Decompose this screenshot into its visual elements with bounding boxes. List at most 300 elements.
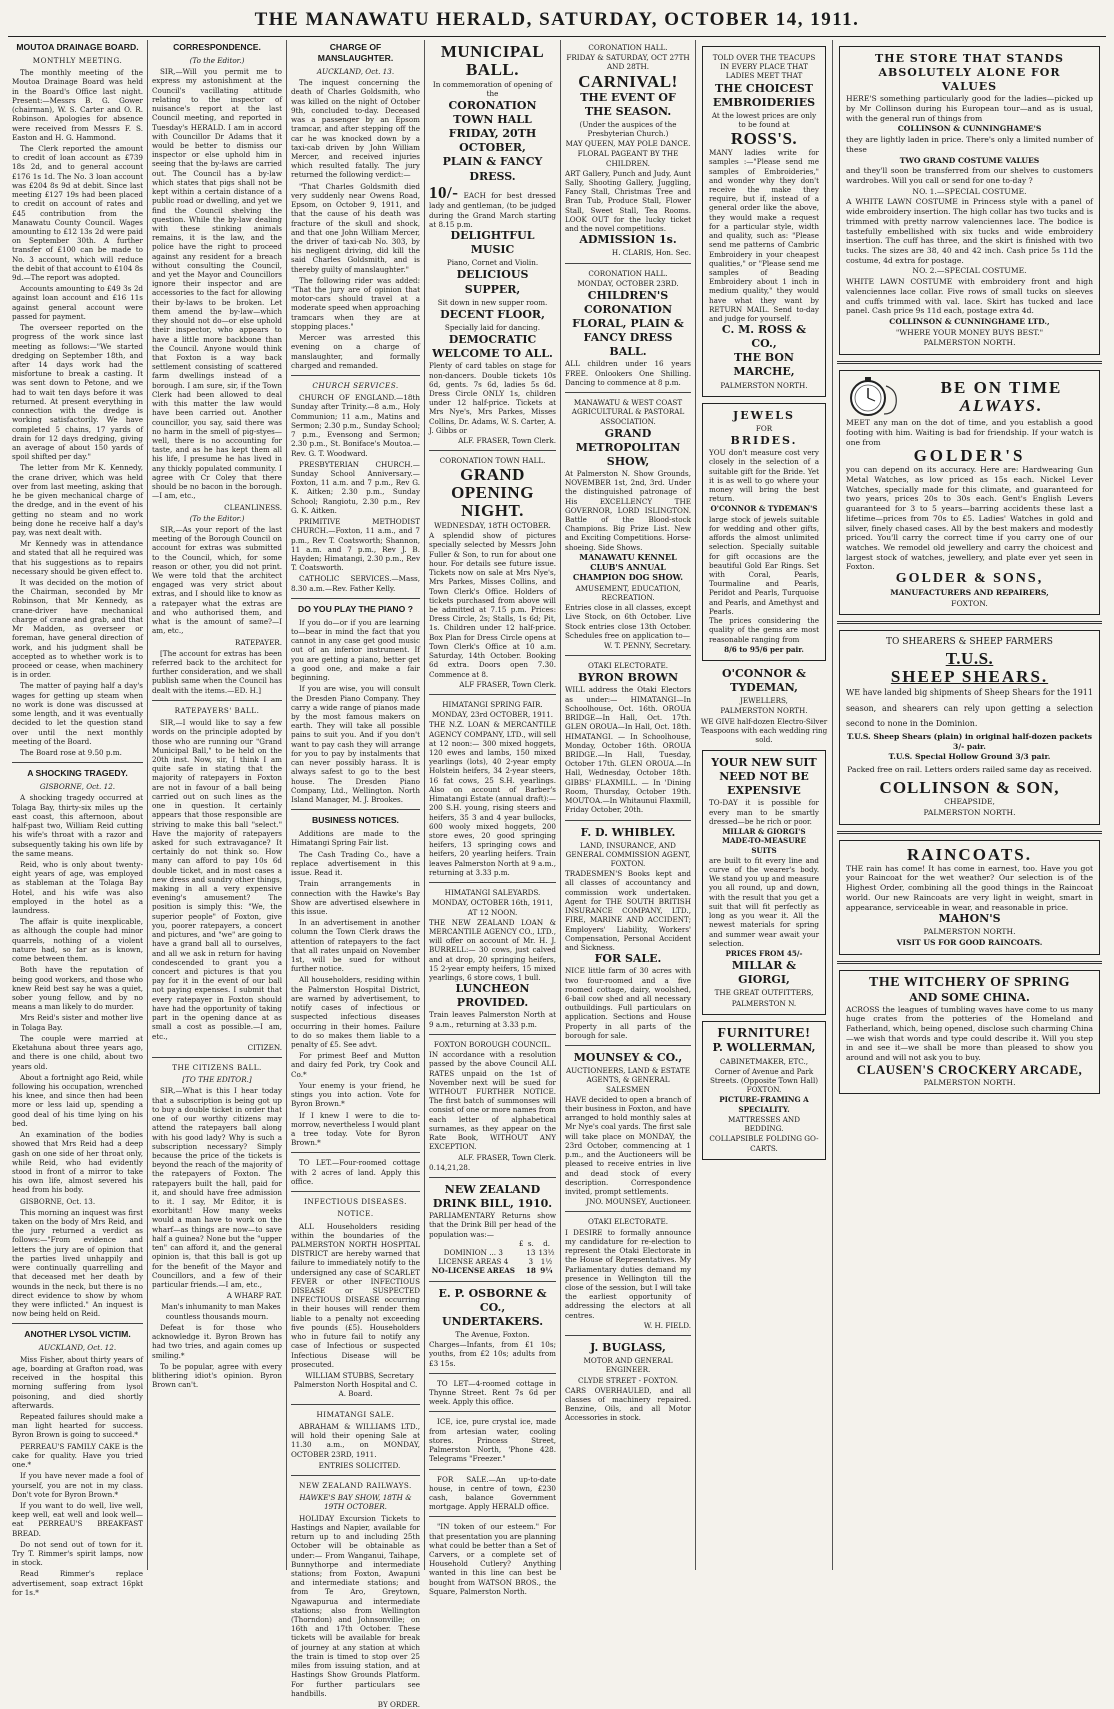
ad-line: THE EVENT OF THE SEASON. — [580, 90, 676, 118]
ad-line: CLYDE STREET - FOXTON. — [578, 1375, 678, 1385]
ad-line: MANUFACTURERS AND REPAIRERS, — [890, 587, 1049, 597]
ad-line: T.U.S. Special Hollow Ground 3/3 pair. — [888, 752, 1051, 762]
letter-body — [152, 67, 282, 512]
divider — [291, 1152, 420, 1153]
letter-body — [152, 718, 282, 1052]
ad-body: PARLIAMENTARY Returns show that the Drink Bill per head of the population was:— — [429, 1211, 556, 1239]
divider — [565, 1335, 691, 1336]
notice-footer: BY ORDER. — [377, 1700, 420, 1709]
table-cell: 3 — [528, 1257, 534, 1267]
ad-body: and they'll soon be transferred from our shelves to customers wardrobes. Will you call or send for one to-day ? — [846, 166, 1093, 185]
article-subheading: [TO THE EDITOR.] — [182, 1075, 252, 1085]
ad-line: MILLAR & GIORGI, — [731, 959, 797, 987]
ad-body: Train leaves Palmerston North at 9 a.m., returning at 3.33 p.m. — [429, 1010, 556, 1029]
ad-body: I DESIRE to formally announce my candidature for re-election to represent the Otaki Electorate in the House of Representatives. My Parliamentary duties demand my presence in Wellington till the close of the session, but I will take the earliest opportunity of addressing the electors at all centres. — [565, 1227, 691, 1320]
ad-signature: ALF FRASER, Town Clerk. — [459, 679, 556, 689]
ad-line: COLLINSON & CUNNINGHAME'S — [897, 124, 1042, 134]
ad-signature: ALF. FRASER, Town Clerk. — [458, 436, 556, 446]
ad-line: CORONATION TOWN HALL. — [439, 456, 546, 466]
ad-body: A WHITE LAWN COSTUME in Princess style with a panel of wide embroidery insertion. The high collar has two tucks and is trimmed with pretty narrow valenciennes lace. The bodice is tastefully embellished with six tucks and wide embroidery insertion. The cuff has three, and the skirt is finished with two tucks. The sizes are 38, 40 and 42 inch. Cash price 5s 11d the costume, 4d extra for postage. — [846, 197, 1093, 265]
article-subheading: MONTHLY MEETING. — [32, 56, 123, 65]
article-body — [12, 793, 143, 1318]
signature: CITIZEN. — [247, 1042, 282, 1052]
ad-line: DEMOCRATIC WELCOME TO ALL. — [432, 333, 553, 361]
ad-line: MAY QUEEN, MAY POLE DANCE. — [565, 139, 691, 149]
ad-title: NEW ZEALAND DRINK BILL, 1910. — [432, 1182, 553, 1211]
election-ad-2 — [565, 1217, 691, 1330]
notice-subheading: HAWKE'S BAY SHOW, 18TH & 19TH OCTOBER. — [299, 1493, 412, 1512]
paragraph: CHURCH OF ENGLAND.—18th Sunday after Trinity.—8 a.m., Holy Communion; 11 a.m., Matins and Sermon; 2.30 p.m., Sunday School; 7 p.m., Evensong and Sermon; 2.30 p.m., St. Boniface's Moutoa.—Rev. G. T. Woodward. — [291, 393, 420, 458]
divider — [565, 1211, 691, 1212]
ad-line: THE CHOICEST EMBROIDERIES — [712, 81, 816, 109]
table-row — [429, 1248, 556, 1257]
ad-line: PICTURE-FRAMING A SPECIALITY. — [719, 1095, 809, 1114]
ad-body: THE rain has come! It has come in earnest, too. Have you got your Raincoat for the wet weather? Our selection is of the Highest Order, combining all the good things in the Raincoat world. Our new Raincoats are very light in weight, smart in appearance, serviceable in wear, and reasonable in price. — [846, 863, 1093, 912]
election-ad — [565, 661, 691, 814]
ad-line: PALMERSTON NORTH. — [923, 1077, 1016, 1087]
ad-line: FOR — [755, 423, 773, 433]
divider — [837, 361, 1102, 364]
ad-line: PALMERSTON N. — [731, 998, 797, 1008]
ad-body: YOU don't measure cost very closely in the selection of a suitable gift for the Bride. Yet it is as well to go where your money will bring the best return. — [709, 448, 819, 504]
pocket-watch-icon — [846, 376, 904, 418]
divider — [429, 1516, 556, 1517]
collinson-cunninghame-ad — [839, 46, 1100, 355]
article-subheading: (To the Editor.) — [189, 56, 245, 65]
paragraph: The inquest concerning the death of Charles Goldsmith, who was killed on the night of October 9th, concluded to-day. Deceased was a passenger by an Epsom tramcar, and after stepping off the car he was knocked down by a taxi-cab driven by John William Mercer, and received injuries which resulted fatally. The jury returned the following verdict:— — [291, 78, 420, 180]
article-body — [12, 68, 143, 757]
ad-body: WHITE LAWN COSTUME with embroidery front and high valenciennes lace collar. Five rows of small tucks on sleeves and cuffs trimmed with val. lace. Skirt has tucked and lace panel. Cash price 9s 11d each, postage extra 4d. — [846, 277, 1093, 316]
ad-title: O'CONNOR & TYDEMAN, — [722, 666, 806, 695]
ad-body: ART Gallery, Punch and Judy, Aunt Sally, Shooting Gallery, Juggling, Fancy Stall, Christmas Tree and Bran Tub, Produce Stall, Flower Stall, Sweet Stall, Tea Rooms. LOOK OUT for the lucky ticket and the novel competitions. — [565, 168, 691, 234]
sheep-shears-ad — [839, 630, 1100, 825]
ad-line: TO SHEARERS & SHEEP FARMERS — [886, 637, 1053, 648]
ad-line: LAND, INSURANCE, AND GENERAL COMMISSION AGENT, FOXTON. — [565, 840, 691, 869]
ad-line: LUNCHEON PROVIDED. — [455, 982, 530, 1010]
ad-line: MAHON'S — [938, 912, 1001, 926]
ad-title: MUNICIPAL BALL. — [440, 42, 545, 79]
ad-line: Specially laid for dancing. — [444, 322, 541, 332]
ad-body: they are lightly laden in price. There's only a limited number of these — [846, 135, 1093, 154]
ad-line: PALMERSTON NORTH. — [923, 927, 1016, 937]
ad-body: ALL children under 16 years FREE. Onlookers One Shilling. Dancing to commence at 8 p.m. — [565, 359, 691, 387]
ad-line: 8/6 to 95/6 per pair. — [724, 644, 804, 654]
paragraph: Mr Kennedy was in attendance and stated that all he required was that his suggestions as to repairs necessary should be given effect to. — [12, 539, 143, 576]
divider — [837, 961, 1102, 964]
ad-line: PLAIN & FANCY DRESS. — [442, 155, 543, 183]
ad-line: FLORAL PAGEANT BY THE CHILDREN. — [577, 149, 679, 168]
article-subheading: (To the Editor.) — [189, 513, 245, 523]
paragraph: Do not send out of town for it. Try T. Rimmer's spirit lamps, now in stock. — [12, 1539, 143, 1568]
editor-note: [The account for extras has been referred back to the architect for further consideration, and we shall publish same when the Council has dealt with the items.—ED. H.] — [152, 648, 282, 695]
paragraph: Miss Fisher, about thirty years of age, boarding at Grafton road, was received in the hospital this morning suffering from lysol poisoning, and died shortly afterwards. — [12, 1354, 143, 1410]
masthead: THE MANAWATU HERALD, SATURDAY, OCTOBER 14, 1911. — [8, 6, 1106, 37]
ad-line: Corner of Avenue and Park Streets. (Opposite Town Hall) FOXTON. — [709, 1066, 819, 1095]
ad-line: MANAWATU KENNEL CLUB'S ANNUAL CHAMPION DOG SHOW. — [572, 551, 684, 583]
ad-line: COLLAPSIBLE FOLDING GO-CARTS. — [709, 1134, 819, 1153]
ad-body: ACROSS the leagues of tumbling waves have come to us many huge crates from the potteries of the Homeland and Fatherland, which, being opened, disclose such charming China—we wish that words and type could describe it. Will you step in and see it—we shall be more than pleased to show you around and will not ask you to buy. — [846, 1004, 1093, 1063]
ad-title: SHEEP SHEARS. — [890, 666, 1049, 686]
ad-body: THE N.Z. LOAN & MERCANTILE AGENCY COMPANY, LTD., will sell at 12 noon:— 300 mixed hoggets, 120 ewes and lambs, 150 mixed yearlings (lots), 40 2-year empty Holstein heifers, 34 2-year steers, 16 fat cows, 25 S.H. yearlings. Also on account of Barber's Himatangi Estate (annual draft):— 200 S.H. young, rising steers and heifers, 35 3 and 4 year bullocks, 600 wooly mixed hoggets, 200 store ewes, 20 good springing heifers, 13 springing cows and heifers, 20 yearling heifers. Train leaves Palmerston North at 9 a.m., returning at 3.33 p.m. — [429, 720, 557, 877]
ad-line: DECENT FLOOR, — [440, 307, 545, 321]
paragraph: PRIMITIVE METHODIST CHURCH.—Foxton, 11 a.m., and 7 p.m., Rev T. Coatsworth; Shannon, 11 a.m. and 7 p.m., Rev J. B. Hayden; Himatangi, 2.30 p.m., Rev T. Coatsworth. — [291, 517, 420, 573]
ad-body: TRADESMEN'S Books kept and all classes of accountancy and commission work undertaken. Agent for THE SOUTH BRITISH INSURANCE COMPANY, LTD., FIRE, MARINE AND ACCIDENT; Employers' Liability, Workers' Compensation, Personal Accident and Sickness. — [565, 869, 691, 952]
divider — [291, 1404, 420, 1405]
divider — [429, 1411, 556, 1412]
ad-signature: W. T. PENNY, Secretary. — [604, 640, 691, 650]
ad-title: FURNITURE! — [717, 1025, 811, 1041]
ad-line: MANAWATU & WEST COAST AGRICULTURAL & PASTORAL ASSOCIATION. — [571, 398, 685, 426]
ad-line: "WHERE YOUR MONEY BUYS BEST." — [895, 327, 1044, 337]
oconnor-ad — [700, 667, 828, 744]
paragraph: Accounts amounting to £49 3s 2d against loan account and £16 11s against general account were passed for payment. — [12, 284, 143, 321]
ad-body: The prices considering the quality of the gems are most reasonable ranging from — [709, 616, 819, 644]
watch-header — [846, 376, 1093, 418]
ad-line: DELIGHTFUL MUSIC — [450, 229, 535, 257]
paragraph: An examination of the bodies showed that Mrs Reid had a deep gash on one side of her throat only, while Reid, who had evidently stood in front of a mirror to take his own life, almost severed his head from his body. — [12, 1130, 143, 1195]
divider — [429, 882, 556, 883]
paragraph: TO LET.—Four-roomed cottage with 2 acres of land. Apply this office. — [291, 1158, 420, 1186]
ad-line: MATTRESSES AND BEDDING. — [728, 1114, 800, 1134]
table-cell: DOMINION ... 3 — [443, 1247, 503, 1257]
ad-prize — [429, 184, 556, 230]
ad-body: NICE little farm of 30 acres with two four-roomed and a five roomed cottage, dairy, woolshed, 6-bail cow shed and all necessary outbuildings. Full particulars on application. Sections and House Property in all parts of the borough for sale. — [565, 966, 691, 1040]
ad-line: COLLINSON & SON, — [879, 777, 1060, 797]
signature: RATEPAYER. — [234, 637, 282, 647]
ad-line: PALMERSTON NORTH. — [720, 706, 808, 716]
drink-bill-ad — [429, 1183, 556, 1276]
column-4 — [425, 40, 561, 1596]
ad-line: ALWAYS. — [959, 396, 1044, 416]
mounsey-ad — [565, 1051, 691, 1206]
divider — [429, 1034, 556, 1035]
table-cell — [518, 1248, 525, 1257]
ross-ad — [702, 46, 826, 397]
ad-body: HAVE decided to open a branch of their business in Foxton, and have arranged to hold monthly sales at Mr Nye's coal yards. The first sale will take place on MONDAY, the 23rd October, commencing at 1 p.m., and the Auctioneers will be pleased to receive entries in live and dead stock of every description. Correspondence invited, prompt settlements. — [565, 1094, 691, 1196]
paragraph: Additions are made to the Himatangi Spring Fair list. — [291, 829, 420, 848]
paragraph: About a fortnight ago Reid, while following his occupation, wrenched his knee, and since then had been more or less laid up, spending a good deal of his time lying on his bed. — [12, 1072, 143, 1128]
ad-body: WILL address the Otaki Electors as under:— HIMATANGI—In Schoolhouse, Oct. 16th. OROUA BRIDGE—In Hall, Oct. 17th. GLEN OROUA—In Hall, Oct. 18th. HIMATANGI. — In Schoolhouse, Monday, October 16th. OROUA BRIDGE.—In Hall, Tuesday, October 17th. GLEN OROUA.—In Hall, Wednesday, October 18th. GIBBS' FLAXMILL. — In 'Dining Room, Thursday, October 19th. MOUTOA.—In Whitaunui Flaxmill, Friday October, 20th. — [565, 685, 691, 815]
divider — [152, 1057, 282, 1058]
spring-fair-ad — [429, 700, 556, 877]
show-ad — [565, 398, 691, 650]
divider — [291, 598, 420, 599]
article-body — [291, 393, 420, 593]
paragraph: SIR,—What is this I hear today that a subscription is being got up to buy a double ticket in order that one of our worthy citizens may attend the ratepayers ball along with his good lady? Why is such a subscription necessary? Simply because the price of the tickets is beyond the reach of the majority of the ratepayers of Foxton. The ratepayers built the hall, paid for it, and should have free admission to it. I say, Mr Editor, it is exorbitant! How many weeks would a man have to work on the wharf—as things are now—to save half a guinea? None but the "upper ten" can afford it, and the general opinion is, that this ball is got up for the benefit of the Mayor and Councillors, and a few of their particular friends.—I am, etc., — [152, 1086, 282, 1289]
paragraph: The Board rose at 9.50 p.m. — [20, 747, 122, 757]
article-body — [291, 618, 420, 804]
ad-body: you can depend on its accuracy. Here are: Hardwearing Gun Metal Watches, as low priced as 15s each. Nickel Lever Watches, specially made for this climate, and guaranteed for two years, prices 20s to 30s each. Gent's English Levers guaranteed for 3 to 5 years—barring accidents these last a lifetime—prices from 70s to £5. Ladies' Watches in gold and silver, finely chased cases. All by the best makers and modestly priced. You'll carry the correct time if you carry one of our watches. We remodel old jewellery and carry the choicest and largest stock of watches, jewellery, and plate ever yet seen in Foxton. — [846, 465, 1093, 572]
ad-title: J. BUGLASS, — [590, 1341, 666, 1355]
ad-line: BE ON TIME — [940, 378, 1063, 398]
ad-line: OTAKI ELECTORATE. — [588, 661, 668, 671]
classified-ad — [291, 1158, 420, 1186]
ad-line: FOR SALE. — [594, 952, 662, 966]
buglass-ad — [565, 1341, 691, 1423]
ad-body: WE have landed big shipments of Sheep Shears for the 1911 season, and shearers can rely upon getting a selection second to none in the Dominion. — [846, 688, 1093, 728]
ad-line: FRIDAY & SATURDAY, OCT 27TH AND 28TH. — [566, 53, 690, 72]
paragraph: If you have never made a fool of yourself, you are not in my class. Don't vote for Byron Brown.* — [12, 1471, 143, 1499]
article-heading: A SHOCKING TRAGEDY. — [27, 768, 128, 779]
jewels-ad — [702, 403, 826, 661]
article-heading: ANOTHER LYSOL VICTIM. — [24, 1329, 131, 1340]
paragraph: The monthly meeting of the Moutoa Drainage Board was held in the Board's Office last night. Present:—Messrs B. G. Gower (chairman), W. S. Carter and O. R. Robinson. Apologies for absence were received from Messrs F. S. Easton and H. G. Hammond. — [12, 68, 143, 142]
undertakers-ad — [429, 1287, 556, 1368]
paragraph: PRESBYTERIAN CHURCH.—Sunday School Anniversary.—Foxton, 11 a.m. and 7 p.m., Rev G. K. Aitken; 2.30 p.m., Sunday School; Rangiotu, 2.30 p.m., Rev G. K. Aitken. — [291, 459, 420, 515]
divider — [837, 831, 1102, 834]
ad-line: THE GREAT OUTFITTERS, — [714, 988, 814, 998]
ad-line: T.U.S. Sheep Shears (plain) in original half-dozen packets 3/- pair. — [846, 732, 1093, 751]
column-3 — [287, 40, 425, 1709]
paragraph: ICE, ice, pure crystal ice, made from artesian water, cooling stores. Princess Street, Palmerston North, 'Phone 428. Telegrams "Freezer." — [429, 1417, 556, 1464]
column-1 — [8, 40, 148, 1597]
prize-text: EACH for best dressed lady and gentleman, (to be judged during the Grand March starting at 8.15 p.m. — [429, 190, 556, 229]
article-body — [291, 78, 420, 370]
article-heading: MOUTOA DRAINAGE BOARD. — [16, 42, 139, 52]
paragraph: "That Charles Goldsmith died very suddenly near Owens Road, Epsom, on October 9, 1911, and that the cause of his death was fracture of the skull and shock, and that one John William Mercer, the driver of taxi-cab No. 303, by his negligent driving, did kill the said Charles Goldsmith, and is thereby guilty of manslaughter." — [291, 181, 420, 274]
divider — [565, 263, 691, 264]
ad-line: C. M. ROSS & CO., — [721, 323, 807, 351]
carnival-ad — [565, 43, 691, 258]
ad-body: THE NEW ZEALAND LOAN & MERCANTILE AGENCY CO., LTD., will offer on account of Mr. H. J. BURRELL:— 30 cows, just calved and at drop, 20 springing heifers, 15 2-year empty heifers, 15 mixed yearlings, 6 store cows, 1 bull. — [429, 917, 556, 983]
divider — [429, 1469, 556, 1470]
ad-title: GRAND METROPOLITAN SHOW, — [575, 426, 681, 468]
ad-line: MILLAR & GIORGI'S MADE-TO-MEASURE SUITS — [722, 827, 806, 855]
ad-line: CORONATION TOWN HALL — [448, 99, 537, 127]
column-5 — [561, 40, 696, 1570]
ad-line: CHEAPSIDE, — [944, 797, 995, 807]
paragraph: Reid, who is only about twenty-eight years of age, was employed as stableman at the Tolaga Bay Hotel, and his wife was also employed in the hotel as a laundress. — [12, 859, 143, 916]
ad-line: MONDAY, OCTOBER 16th, 1911, AT 12 NOON. — [432, 898, 553, 917]
ad-body: HERE'S something particularly good for the ladies—picked up by Mr Collinson during his European tour—and as is usual, with the general run of things from — [846, 94, 1093, 123]
ad-body: TO-DAY it is possible for every man to be smartly dressed—be he rich or poor. — [709, 798, 819, 826]
divider — [837, 621, 1102, 624]
ad-line: Piano, Cornet and Violin. — [446, 258, 539, 268]
table-cell: NO-LICENSE AREAS — [431, 1266, 515, 1276]
paragraph: Read Rimmer's replace advertisement, soap extract 16pkt for 1s.* — [12, 1569, 143, 1597]
notice-body — [291, 1514, 420, 1709]
ad-line: VALUES — [941, 80, 998, 94]
divider — [12, 762, 143, 763]
paragraph: It was decided on the motion of the Chairman, seconded by Mr Robinson, that Mr Kennedy, as crane-driver have mechanical charge of crane and grab, and that Mr Madden, as overseer or foreman, have general direction of work, and his judgment shall be accepted as to whether work is to proceed or cease, when machinery is in order. — [12, 578, 143, 680]
children-ball-ad — [565, 269, 691, 387]
table-cell: 18 — [525, 1266, 536, 1276]
paragraph: TO LET—4-roomed cottage in Thynne Street. Rent 7s 6d per week. Apply this office. — [429, 1378, 556, 1407]
furniture-ad — [702, 1021, 826, 1160]
divider — [429, 1373, 556, 1374]
paragraph: All householders, residing within the Palmerston Hospital District, are warned by advertisement, to notify cases of infectious or suspected infectious diseases occurring in their homes. Failure to do so makes them liable to a penalty of £5. See advt. — [291, 975, 420, 1049]
divider — [291, 375, 420, 376]
paragraph: ALL Householders residing within the boundaries of the PALMERSTON NORTH HOSPITAL DISTRICT are hereby warned that failure to immediately notify to the undersigned any case of SCARLET FEVER or other INFECTIOUS DISEASE or SUSPECTED INFECTIOUS DISEASE occurring in their houses will render them liable to a penalty not exceeding five pounds (£5). Householders who in future fail to notify any case of Infectious or suspected Infectious Disease will be prosecuted. — [291, 1221, 420, 1369]
ad-signature: W. H. FIELD. — [643, 1320, 691, 1330]
ad-line: FOXTON BOROUGH COUNCIL. — [433, 1039, 552, 1049]
saleyards-ad — [429, 888, 556, 1029]
ad-reference: 0.14,21,28. — [429, 1162, 471, 1172]
ad-body: CARS OVERHAULED, and all classes of machinery repaired. Benzine, Oils, and all Motor Accessories in stock. — [565, 1385, 691, 1423]
ad-line: JEWELLERS, — [740, 696, 788, 706]
ad-line: THE BON MARCHE, — [733, 351, 795, 379]
paragraph: If you want to do well, live well, keep well, eat well and look well—eat PERREAU'S BREAKFAST BREAD. — [12, 1500, 143, 1538]
ad-line: Packed free on rail. Letters orders railed same day as received. — [847, 765, 1092, 775]
paragraph: SIR,—Will you permit me to express my astonishment at the Council's vacillating attitude relating to the inspector of nuisance's report at the last Council meeting, and reported in Tuesday's HERALD. I am in accord with Councillor Dr Adams that it would be better to dismiss our inspector or else uphold him in seeing that the by-laws are carried out. The Council has a by-law which states that pigs shall not be kept within a certain distance of a public road or dwelling, and yet we find the Council shelving the question. While the by-law dealing with these stinking animals remains, it is the law, and the police have the right to proceed against any resident for a breach without consulting the Council, and yet the Mayor and Councillors ignore their inspector and are accessories to the fact for allowing their by-laws to be broken. Let them amend the by-law—which they should not do—or else uphold their inspector, who appears to have a little more backbone than the Council. Anyone would think that Foxton is a way back settlement consisting of scattered farm dwellings instead of a borough. I am sure, sir, if the Town Clerk had been allowed to deal with this matter the law would have been carried out. Another councillor, you say, said there was no harm in the smell of pig-styes—well, there is no accounting for taste, and as he has kept them all his life, I presume he has lived in any thickly populated community. I agree with Cr Coley that there should be no bacon in the borough.—I am, etc., — [152, 67, 282, 501]
ad-line: At the lowest prices are only to be found at — [711, 110, 817, 130]
paragraph: FOR SALE.—An up-to-date house, in centre of town, £230 cash, balance Government mortgage. Apply HERALD office. — [429, 1474, 556, 1512]
ad-title: MOUNSEY & CO., — [573, 1051, 683, 1065]
column-6 — [696, 40, 833, 1570]
divider — [565, 392, 691, 393]
ad-line: BRIDES. — [730, 434, 798, 448]
ad-line: HIMATANGI SPRING FAIR. — [442, 699, 543, 709]
notice-subheading: NOTICE. — [337, 1209, 374, 1219]
letter-body — [152, 1086, 282, 1389]
ad-title: BYRON BROWN — [578, 671, 678, 685]
paragraph: Both have the reputation of being good workers, and those who knew Reid best say he was a quiet, sober young fellow, and by no means a man likely to do murder. — [12, 965, 143, 1012]
classified-ads — [429, 1379, 556, 1596]
ad-line: AND SOME CHINA. — [909, 990, 1030, 1004]
ad-line: NO. 1.—SPECIAL COSTUME. — [912, 186, 1027, 196]
ad-line: In commemoration of opening of the — [432, 79, 553, 98]
paragraph: If I knew I were to die to-morrow, nevertheless I would plant a tree today. Vote for Byron Brown.* — [291, 1110, 420, 1148]
opening-night-ad — [429, 456, 556, 689]
whibley-ad — [565, 826, 691, 1041]
article-heading: DO YOU PLAY THE PIANO ? — [298, 603, 413, 614]
ad-line: AMUSEMENT, EDUCATION, RECREATION. — [575, 583, 681, 602]
ad-body: IN accordance with a resolution passed by the above Council ALL RATES unpaid on the 1st of November next will be sued for WITHOUT FURTHER NOTICE. The first batch of summonses will consist of one or more names from each letter of alphabetical surnames, as they appear on the Rate Book, WITHOUT ANY EXCEPTION. — [429, 1050, 556, 1152]
ad-line: PALMERSTON NORTH. — [720, 380, 808, 390]
paragraph: The Cash Trading Co., have a replace advertisement in this issue. Read it. — [291, 849, 420, 878]
ad-body: Entries close in all classes, except Live Stock, on 6th October. Live Stock entries close 13th October. Schedules free on application to— — [565, 603, 691, 640]
ad-line: (Under the auspices of the Presbyterian Church.) — [579, 119, 677, 138]
paragraph: PERREAU'S FAMILY CAKE is the cake for quality. Have you tried one.* — [12, 1441, 143, 1470]
paragraph: HOLIDAY Excursion Tickets to Hastings and Napier, available for return up to and including 25th October will be obtainable as under:— From Wanganui, Taihape, Bunnythorpe and intermediate stations; from Foxton, Awapuni and intermediate stations; and from Te Aro, Greytown, Ngawapurua and intermediate stations; also from Wellington (Thorndon) and Johnsonville; on 16th and 17th October. These tickets will be available for break of journey at any station at which the train is timed to stop over 25 miles from issuing station, and at Hastings Show Grounds Platform. For further particulars see handbills. — [291, 1513, 420, 1698]
ad-title: THE WITCHERY OF SPRING — [869, 974, 1070, 990]
ad-line: COLLINSON & CUNNINGHAME LTD., — [889, 317, 1050, 327]
notice-footer: ENTRIES SOLICITED. — [318, 1460, 401, 1470]
ad-line: HIMATANGI SALEYARDS. — [444, 888, 541, 898]
paragraph: The letter from Mr K. Kennedy, the crane driver, which was held over from last meeting, asking that he be given mechanical charge of the dredge, and in the event of his getting no steam and no work being done he receive half a day's pay, was next dealt with. — [12, 463, 143, 537]
divider — [12, 1323, 143, 1324]
table-cell: 13½ — [538, 1247, 555, 1257]
article-heading: RATEPAYERS' BALL. — [174, 705, 260, 715]
paragraph: Repeated failures should make a man light hearted for success. Byron Brown is going to succeed.* — [12, 1411, 143, 1440]
divider — [429, 450, 556, 451]
ad-line: YOUR NEW SUIT — [711, 756, 817, 770]
paragraph: Mrs Reid's sister and mother live in Tolaga Bay. — [12, 1013, 143, 1032]
ad-line: PALMERSTON NORTH. — [923, 808, 1016, 818]
paragraph: The Clerk reported the amount to credit of loan account as £739 18s 2d, and to general account £176 1s 1d. The No. 3 loan account was £204 8s 9d at debit. Since last meeting £127 19s had been placed to credit on account of rates and £45 contribution from the Manawatu County Council. Wages amounting to £12 13s 2d were paid on September 30th. A further transfer of £100 can be made to No. 3 account, which will reduce the debit of that account to £104 8s 9d.—The report was adopted. — [12, 143, 143, 283]
table-cell — [518, 1266, 525, 1275]
ad-line: PALMERSTON NORTH. — [923, 338, 1016, 348]
dateline: AUCKLAND, Oct. 12. — [38, 1343, 117, 1353]
ad-line: O'CONNOR & TYDEMAN'S — [710, 504, 818, 514]
ad-line: VISIT US FOR GOOD RAINCOATS. — [896, 938, 1043, 948]
ad-line: CABINETMAKER, ETC., — [719, 1056, 809, 1066]
ad-line: FRIDAY, 20TH OCTOBER, — [448, 127, 537, 155]
paragraph: Train arrangements in connection with the Hawke's Bay Show are advertised elsewhere in this issue. — [291, 879, 420, 916]
paragraph: "IN token of our esteem." For that presentation you are planning what could be better than a Set of Carvers, or a complete set of Household Cutlery? Anything wanted in this line can best be bought from WATSON BROS., the Square, Palmerston North. — [429, 1522, 556, 1596]
dateline: GISBORNE, Oct. 12. — [39, 782, 116, 792]
signature: WILLIAM STUBBS, Secretary Palmerston North Hospital and C. A. Board. — [293, 1371, 418, 1399]
table-cell: d. — [543, 1238, 550, 1248]
divider — [429, 1177, 556, 1178]
table-cell: 13 — [526, 1247, 536, 1257]
paragraph: SIR,—As your report of the last meeting of the Borough Council on account for extras was submitted to the Council, which, for some reason or other, you did not print. We were told that the architect engaged was very strict about extras, and I should like to know as a ratepayer what the extras are and who authorised them, and what is the amount of same?—I am, etc., — [152, 524, 282, 636]
notice-body — [291, 1422, 420, 1470]
column-7 — [833, 40, 1106, 1570]
ad-title: CARNIVAL! — [578, 71, 678, 91]
paragraph: The overseer reported on the progress of the work since last meeting as follows:—"We started dredging on September 18th, and after 14 days work had the misfortune to break a casting. It was sent down to Petone, and we had to wait ten days before it was returned. At present everything in connection with the dredge is working satisfactorily. We have completed 5 chains, 17 yards of drain for 12 days dredging, giving an average of about 150 yards of spoil shifted per day." — [12, 323, 143, 462]
ad-body: MANY ladies write for samples :—"Please send me samples of Embroideries," and wonder why they don't receive the make they require, but if, instead of a general order like the above, they would make a request for a particular style, width and quality, such as: "Please send me patterns of Cambric Embroidery in your cheapest qualities," or "Please send me samples of Beading Embroidery about 1 inch in medium quality," they would have what they want by RETURN MAIL. Send to-day and judge for yourself. — [709, 148, 819, 324]
dateline: AUCKLAND, Oct. 13. — [316, 67, 395, 76]
table-row — [429, 1257, 556, 1266]
ad-line: JEWELS — [732, 408, 795, 422]
ad-line: TWO GRAND COSTUME VALUES — [899, 155, 1040, 165]
paragraph: To be popular, agree with every blithering idiot's opinion. Byron Brown can't. — [152, 1361, 282, 1390]
ad-line: NO. 2.—SPECIAL COSTUME. — [912, 266, 1027, 276]
table-row — [429, 1266, 556, 1275]
table-cell: LICENSE AREAS 4 — [438, 1257, 509, 1267]
ad-title: ROSS'S. — [730, 129, 798, 149]
paragraph: Mercer was arrested this evening on a charge of manslaughter, and formally charged and remanded. — [291, 333, 420, 370]
divider — [429, 1281, 556, 1282]
paragraph: If you are wise, you will consult the Dresden Piano Company. They carry a wide range of pianos made by the most famous makers on earth. They will take all possible pains to suit you. And if you don't want to pay cash they will arrange for you to pay by instalments that can never possibly harass. It is always safest to go to the best house. The Dresden Piano Company, Ltd., Wellington. North Island Manager, M. J. Brookes. — [291, 684, 420, 804]
ad-title: CHILDREN'S CORONATION FLORAL, PLAIN & FANCY DRESS BALL. — [572, 289, 684, 359]
letter-body — [152, 525, 282, 695]
table-cell: 9¼ — [540, 1266, 553, 1276]
paragraph: Your enemy is your friend, he stings you into action. Vote for Byron Brown.* — [291, 1080, 420, 1109]
ad-line: ADMISSION 1s. — [579, 233, 677, 247]
table-cell: s. — [527, 1238, 534, 1248]
ad-line: WEDNESDAY, 18TH OCTOBER. — [434, 521, 551, 531]
article-heading: CHARGE OF MANSLAUGHTER. — [317, 42, 394, 63]
ad-body: Charges—Infants, from £1 10s; youths, from £2 10s; adults from £3 15s. — [429, 1340, 556, 1368]
signature: CLEANLINESS. — [224, 502, 282, 512]
ad-line: FOXTON. — [951, 598, 988, 608]
article-body — [12, 1355, 143, 1597]
divider — [565, 1045, 691, 1046]
divider — [429, 694, 556, 695]
ad-body: A splendid show of pictures specially selected by Messrs John Fuller & Son, to run for about one hour. For details see future issue. Tickets now on sale at Mrs Nye's, Mrs Parkes, Misses Collins, and Town Clerk's Office. Holders of tickets purchased from above will be admitted at 7.15 p.m. Prices: Dress Circle, 2s; Stalls, 1s 6d; Pit, 1s. Children under 12 half-price. Box Plan for Dress Circle opens at Town Clerk's Office at 10 a.m. Saturday, 14th October. Booking 6d extra. Doors open 7.30. Commence at 8. — [429, 531, 556, 679]
ad-body: MEET any man on the dot of time, and you establish a good footing with him. Waiting is bad for friendship. If your watch is one from — [846, 418, 1093, 447]
table-cell: 1½ — [540, 1257, 553, 1267]
ad-title: F. D. WHIBLEY. — [580, 825, 676, 839]
ad-body: At Palmerston N. Show Grounds, NOVEMBER 1st, 2nd, 3rd. Under the distinguished patronage of His EXCELLENCY THE GOVERNOR, LORD ISLINGTON. Battle of the Blood-stock Champions. Big Prize List. New and Exciting Competitions. Horse-shoeing. Side Shows. — [565, 468, 691, 552]
drink-bill-table — [429, 1239, 556, 1276]
ad-line: Sit down in new supper room. — [437, 297, 548, 307]
ad-line: CLAUSEN'S CROCKERY ARCADE, — [856, 1061, 1083, 1077]
ad-title: T.U.S. — [945, 648, 994, 668]
table-cell — [429, 1239, 518, 1248]
ad-title: GOLDER'S — [913, 446, 1026, 466]
column-2 — [148, 40, 287, 1570]
ad-line: GOLDER & SONS, — [895, 571, 1044, 587]
notice-heading: INFECTIOUS DISEASES. — [304, 1197, 407, 1207]
ad-line: MONDAY, OCTOBER 23RD. — [577, 278, 679, 288]
paragraph: If you do—or if you are learning to—bear in mind the fact that you cannot in any case get good music out of an inferior instrument. If you are getting a piano, better get a good one, and make a fair beginning. — [291, 617, 420, 683]
paragraph: Man's inhumanity to man Makes countless thousands mourn. — [161, 1302, 281, 1321]
ad-line: P. WOLLERMAN, — [712, 1041, 816, 1055]
paragraph: Defeat is for those who acknowledge it. Byron Brown has had two tries, and again comes up smiling.* — [152, 1322, 282, 1360]
ad-line: DELICIOUS SUPPER, — [456, 268, 529, 296]
paragraph: This morning an inquest was first taken on the body of Mrs Reid, and the jury returned a verdict as follows:—"From evidence and letters the jury are of opinion that the parties lived unhappily and were continually quarrelling and that deceased met her death by wounds in the neck, but there is no direct evidence to show by whom they were inflicted." An inquest is now being held on Reid. — [12, 1207, 143, 1319]
paragraph: GISBORNE, Oct. 13. — [20, 1196, 96, 1206]
suit-ad — [702, 750, 826, 1015]
article-heading: BUSINESS NOTICES. — [312, 815, 399, 826]
ad-title: GRAND OPENING NIGHT. — [451, 465, 534, 521]
columns — [8, 40, 1106, 1709]
paragraph: The following rider was added: "That the jury are of opinion that motor-cars should travel at a moderate speed when approaching tramcars when they are at stopping places." — [291, 275, 420, 331]
paragraph: A shocking tragedy occurred at Tolaga Bay, thirty-six miles up the east coast, this afternoon, about half-past two, William Reid cutting his wife's throat with a razor and subsequently taking his own life by the same means. — [12, 793, 143, 858]
